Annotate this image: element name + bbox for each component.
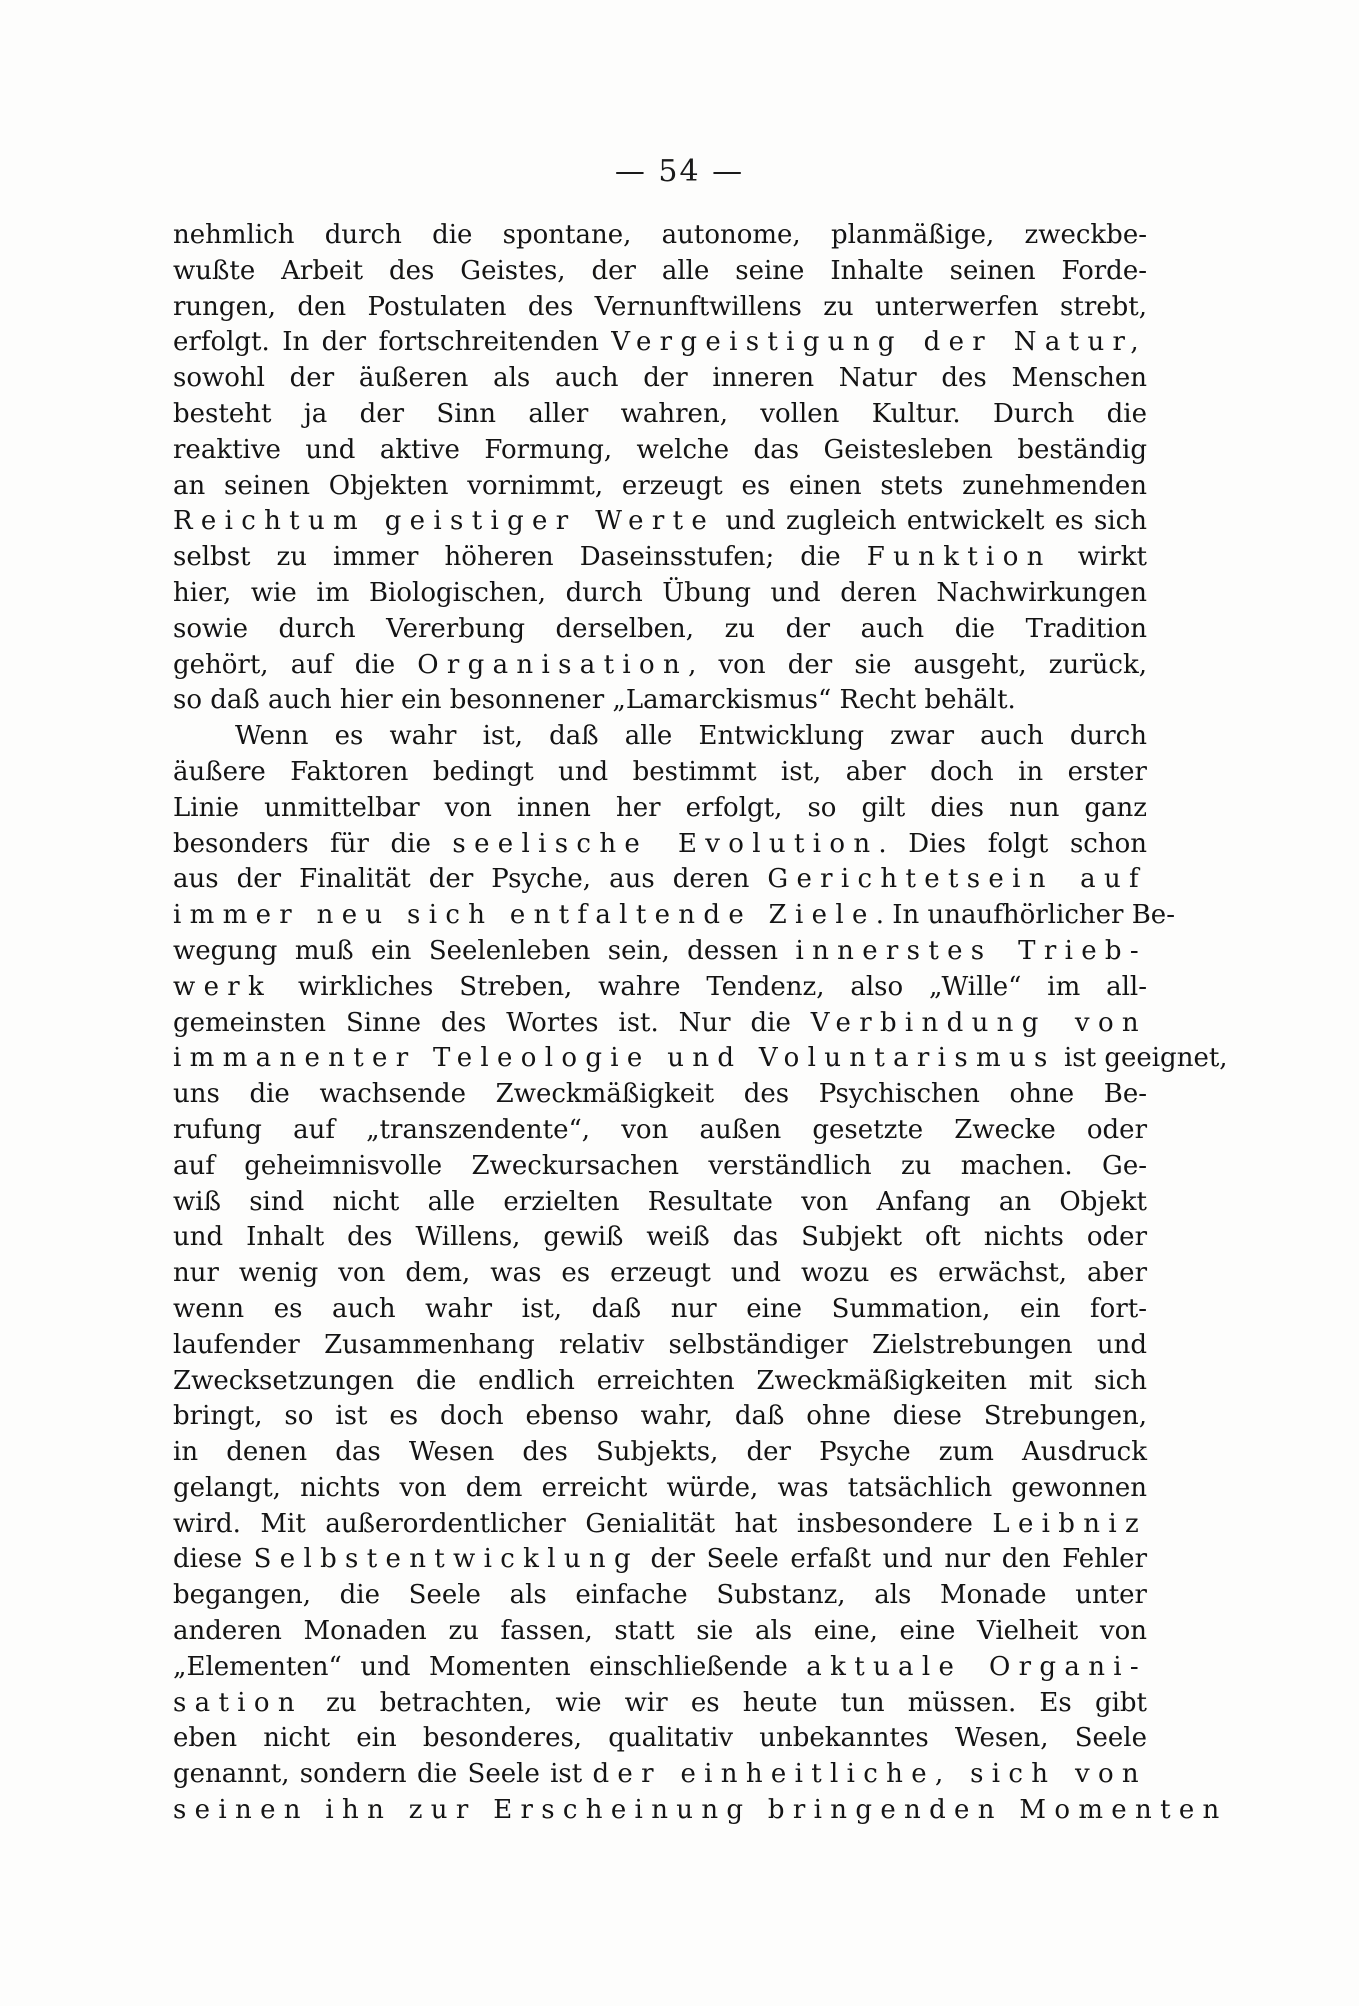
text-run: laufender Zusammenhang relativ selbständiger Zielstrebungen und	[173, 1329, 1147, 1360]
text-run: diese	[173, 1544, 254, 1575]
text-run: uns die wachsende Zweckmäßigkeit des Psychischen ohne Be-	[173, 1079, 1147, 1110]
text-run: so daß auch hier ein besonnener „Lamarckismus“ Recht behält.	[173, 685, 1016, 716]
text-run: nur wenig von dem, was es erzeugt und wozu es erwächst, aber	[173, 1258, 1147, 1289]
text-line	[173, 540, 1147, 576]
text-run: selbst zu immer höheren Daseinsstufen; die	[173, 542, 867, 573]
text-line	[173, 1113, 1147, 1149]
text-line	[173, 1220, 1147, 1256]
text-line	[173, 683, 1147, 719]
spaced-emphasis-text: Leibniz	[992, 1508, 1147, 1539]
text-line	[173, 1328, 1147, 1364]
text-run: auf geheimnisvolle Zweckursachen verständlich zu machen. Ge-	[173, 1150, 1147, 1181]
spaced-emphasis-text: werk	[173, 971, 273, 1002]
text-run: an seinen Objekten vornimmt, erzeugt es einen stets zunehmenden	[173, 470, 1147, 501]
text-run: Linie unmittelbar von innen her erfolgt, so gilt dies nun ganz	[173, 792, 1147, 823]
spaced-emphasis-text: der einheitliche, sich von	[592, 1759, 1147, 1790]
text-line	[173, 1292, 1147, 1328]
spaced-emphasis-text: Organisation	[417, 649, 689, 680]
spaced-emphasis-text: Verbindung von	[810, 1007, 1147, 1038]
text-run: und zugleich entwickelt es sich	[715, 506, 1147, 537]
spaced-emphasis-text: Gerichtetsein auf	[767, 864, 1147, 895]
spaced-emphasis-text: aktuale Organi-	[806, 1651, 1147, 1682]
spaced-emphasis-text: immanenter Teleologie und Voluntarismus	[173, 1043, 1056, 1074]
text-line	[173, 1256, 1147, 1292]
text-line	[173, 648, 1147, 684]
text-run: wiß sind nicht alle erzielten Resultate von Anfang an Objekt	[173, 1186, 1147, 1217]
text-line	[173, 1471, 1147, 1507]
text-run: der Seele erfaßt und nur den Fehler	[638, 1544, 1147, 1575]
text-line	[173, 1149, 1147, 1185]
text-run: eben nicht ein besonderes, qualitativ unbekanntes Wesen, Seele	[173, 1723, 1147, 1754]
text-run: Zwecksetzungen die endlich erreichten Zweckmäßigkeiten mit sich	[173, 1365, 1147, 1396]
text-line	[173, 1185, 1147, 1221]
text-line	[173, 1399, 1147, 1435]
spaced-emphasis-text: Funktion	[866, 542, 1052, 573]
text-line	[173, 1686, 1147, 1722]
spaced-emphasis-text: seinen ihn zur Erscheinung bringenden Momenten	[173, 1795, 1228, 1826]
body-text	[173, 218, 1228, 1829]
spaced-emphasis-text: seelische Evolution	[452, 828, 879, 859]
spaced-emphasis-text: immer neu sich entfaltende Ziele	[173, 900, 876, 931]
text-run: begangen, die Seele als einfache Substanz, als Monade unter	[173, 1580, 1147, 1611]
text-run: gehört, auf die	[173, 649, 418, 680]
text-run: gemeinsten Sinne des Wortes ist. Nur die	[173, 1007, 811, 1038]
text-run: wußte Arbeit des Geistes, der alle seine Inhalte seinen Forde-	[173, 255, 1147, 286]
text-line	[173, 612, 1147, 648]
text-line	[173, 469, 1147, 505]
text-line	[173, 290, 1147, 326]
text-run: besteht ja der Sinn aller wahren, vollen Kultur. Durch die	[173, 398, 1147, 429]
text-run: bringt, so ist es doch ebenso wahr, daß ohne diese Strebungen,	[173, 1401, 1147, 1432]
text-run: , von der sie ausgeht, zurück,	[688, 649, 1147, 680]
text-line	[173, 970, 1147, 1006]
text-run: wird. Mit außerordentlicher Genialität hat insbesondere	[173, 1508, 993, 1539]
text-line	[173, 433, 1147, 469]
text-run: rungen, den Postulaten des Vernunftwillens zu unterwerfen strebt,	[173, 291, 1147, 322]
text-line	[173, 254, 1147, 290]
text-line	[173, 576, 1147, 612]
text-line	[173, 862, 1147, 898]
spaced-emphasis-text: Selbstentwicklung	[253, 1544, 639, 1575]
text-run: wirkt	[1051, 542, 1148, 573]
text-line	[173, 1757, 1147, 1793]
text-run: ist geeignet,	[1055, 1043, 1228, 1074]
text-run: . In unaufhörlicher Be-	[875, 900, 1175, 931]
text-line	[173, 325, 1147, 361]
text-line	[173, 791, 1147, 827]
text-line	[173, 504, 1147, 540]
text-run: und Inhalt des Willens, gewiß weiß das Subjekt oft nichts oder	[173, 1222, 1147, 1253]
text-run: rufung auf „transzendente“, von außen gesetzte Zwecke oder	[173, 1114, 1147, 1145]
text-run: wirkliches Streben, wahre Tendenz, also „Wille“ im all-	[272, 971, 1147, 1002]
text-run: besonders für die	[173, 828, 453, 859]
text-run: sowie durch Vererbung derselben, zu der auch die Tradition	[173, 613, 1147, 644]
text-line	[173, 1650, 1147, 1686]
text-line	[173, 755, 1147, 791]
text-run: in denen das Wesen des Subjekts, der Psyche zum Ausdruck	[173, 1437, 1147, 1468]
text-line	[173, 1364, 1147, 1400]
text-line	[173, 361, 1147, 397]
text-line	[173, 1041, 1228, 1077]
page-number: — 54 —	[614, 154, 745, 189]
text-run: reaktive und aktive Formung, welche das Geistesleben beständig	[173, 434, 1147, 465]
text-line	[173, 397, 1147, 433]
text-run: wegung muß ein Seelenleben sein, dessen	[173, 935, 796, 966]
spaced-emphasis-text: innerstes Trieb-	[795, 935, 1147, 966]
spaced-emphasis-text: sation	[173, 1687, 303, 1718]
text-run: hier, wie im Biologischen, durch Übung und deren Nachwirkungen	[173, 577, 1147, 608]
spaced-emphasis-text: Vergeistigung der Natur,	[611, 327, 1147, 358]
text-line	[173, 719, 1147, 755]
text-run: „Elementen“ und Momenten einschließende	[173, 1651, 807, 1682]
spaced-emphasis-text: Reichtum geistiger Werte	[173, 506, 716, 537]
text-run: aus der Finalität der Psyche, aus deren	[173, 864, 768, 895]
text-line	[173, 934, 1147, 970]
text-line	[173, 1793, 1228, 1829]
text-run: zu betrachten, wie wir es heute tun müssen. Es gibt	[302, 1687, 1147, 1718]
text-line	[173, 1435, 1147, 1471]
text-run: Wenn es wahr ist, daß alle Entwicklung zwar auch durch	[235, 721, 1147, 752]
text-line	[173, 1721, 1147, 1757]
text-run: gelangt, nichts von dem erreicht würde, was tatsächlich gewonnen	[173, 1472, 1147, 1503]
text-run: genannt, sondern die Seele ist	[173, 1759, 593, 1790]
text-line	[173, 827, 1147, 863]
text-line	[173, 218, 1147, 254]
text-line	[173, 1542, 1147, 1578]
text-run: . Dies folgt schon	[878, 828, 1147, 859]
text-line	[173, 898, 1175, 934]
text-run: anderen Monaden zu fassen, statt sie als eine, eine Vielheit von	[173, 1616, 1147, 1647]
text-run: sowohl der äußeren als auch der inneren Natur des Menschen	[173, 363, 1147, 394]
text-line	[173, 1006, 1147, 1042]
text-run: äußere Faktoren bedingt und bestimmt ist, aber doch in erster	[173, 756, 1147, 787]
text-line	[173, 1077, 1147, 1113]
text-line	[173, 1507, 1147, 1543]
text-line	[173, 1614, 1147, 1650]
text-run: nehmlich durch die spontane, autonome, planmäßige, zweckbe-	[173, 220, 1147, 250]
text-run: erfolgt. In der fortschreitenden	[173, 327, 612, 358]
text-line	[173, 1578, 1147, 1614]
text-run: wenn es auch wahr ist, daß nur eine Summation, ein fort-	[173, 1293, 1147, 1324]
